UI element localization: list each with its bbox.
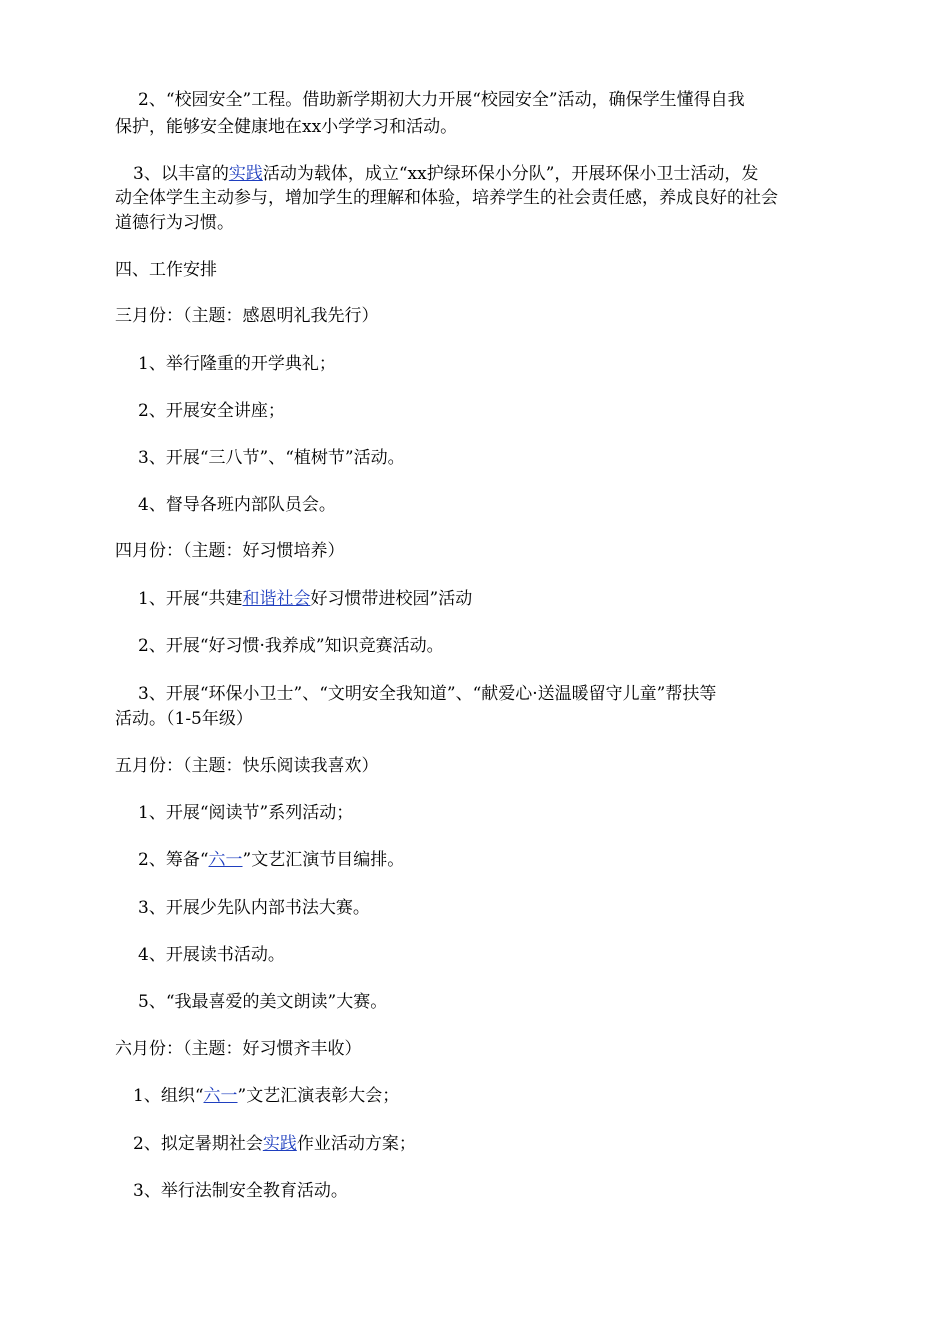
may-item-3: 3、开展少先队内部书法大赛。: [138, 898, 370, 918]
text-segment: 好习惯带进校园”活动: [310, 589, 473, 609]
link-children-day-2[interactable]: 六一: [203, 1086, 238, 1106]
april-item-3-line1: 3、开展“环保小卫士”、“文明安全我知道”、“献爱心·送温暖留守儿童”帮扶等: [138, 684, 717, 704]
link-children-day[interactable]: 六一: [208, 850, 243, 870]
march-item-1: 1、举行隆重的开学典礼；: [138, 354, 336, 374]
march-item-2: 2、开展安全讲座；: [138, 401, 285, 421]
text-segment: 活动为载体，成立“xx护绿环保小分队”，开展环保小卫士活动，发: [262, 164, 759, 184]
june-item-3: 3、举行法制安全教育活动。: [133, 1181, 348, 1201]
text-segment: 作业活动方案；: [296, 1134, 416, 1154]
june-item-2: [133, 1130, 858, 1158]
april-item-1: [138, 585, 863, 613]
march-item-4: 4、督导各班内部队员会。: [138, 495, 336, 515]
link-practice[interactable]: 实践: [228, 164, 263, 184]
april-title: 四月份：（主题：好习惯培养）: [115, 541, 345, 561]
may-item-5: 5、“我最喜爱的美文朗读”大赛。: [138, 992, 388, 1012]
text-segment: 2、筹备“: [138, 850, 209, 870]
text-segment: 2、拟定暑期社会: [133, 1134, 263, 1154]
link-harmonious-society[interactable]: 和谐社会: [242, 589, 311, 609]
text-segment: 1、开展“共建: [138, 589, 243, 609]
paragraph-campus-safety-line2: 保护，能够安全健康地在xx小学学习和活动。: [115, 117, 458, 137]
link-practice-2[interactable]: 实践: [262, 1134, 297, 1154]
text-segment: 1、组织“: [133, 1086, 204, 1106]
may-item-1: 1、开展“阅读节”系列活动；: [138, 803, 354, 823]
may-title: 五月份：（主题：快乐阅读我喜欢）: [115, 756, 379, 776]
paragraph-practice-line3: 道德行为习惯。: [115, 213, 234, 233]
june-item-1: [133, 1082, 858, 1110]
section-heading-work-plan: 四、工作安排: [115, 260, 217, 280]
text-segment: ”文艺汇演表彰大会；: [237, 1086, 400, 1106]
text-segment: 3、以丰富的: [133, 164, 229, 184]
april-item-3-line2: 活动。（1-5年级）: [115, 709, 253, 729]
march-title: 三月份：（主题：感恩明礼我先行）: [115, 306, 379, 326]
may-item-2: [138, 846, 863, 874]
text-segment: ”文艺汇演节目编排。: [242, 850, 405, 870]
may-item-4: 4、开展读书活动。: [138, 945, 285, 965]
march-item-3: 3、开展“三八节”、“植树节”活动。: [138, 448, 405, 468]
paragraph-campus-safety-line1: 2、“校园安全”工程。借助新学期初大力开展“校园安全”活动，确保学生懂得自我: [138, 90, 745, 110]
paragraph-practice-line2: 动全体学生主动参与，增加学生的理解和体验，培养学生的社会责任感，养成良好的社会: [115, 188, 778, 208]
april-item-2: 2、开展“好习惯·我养成”知识竞赛活动。: [138, 636, 444, 656]
june-title: 六月份：（主题：好习惯齐丰收）: [115, 1039, 362, 1059]
